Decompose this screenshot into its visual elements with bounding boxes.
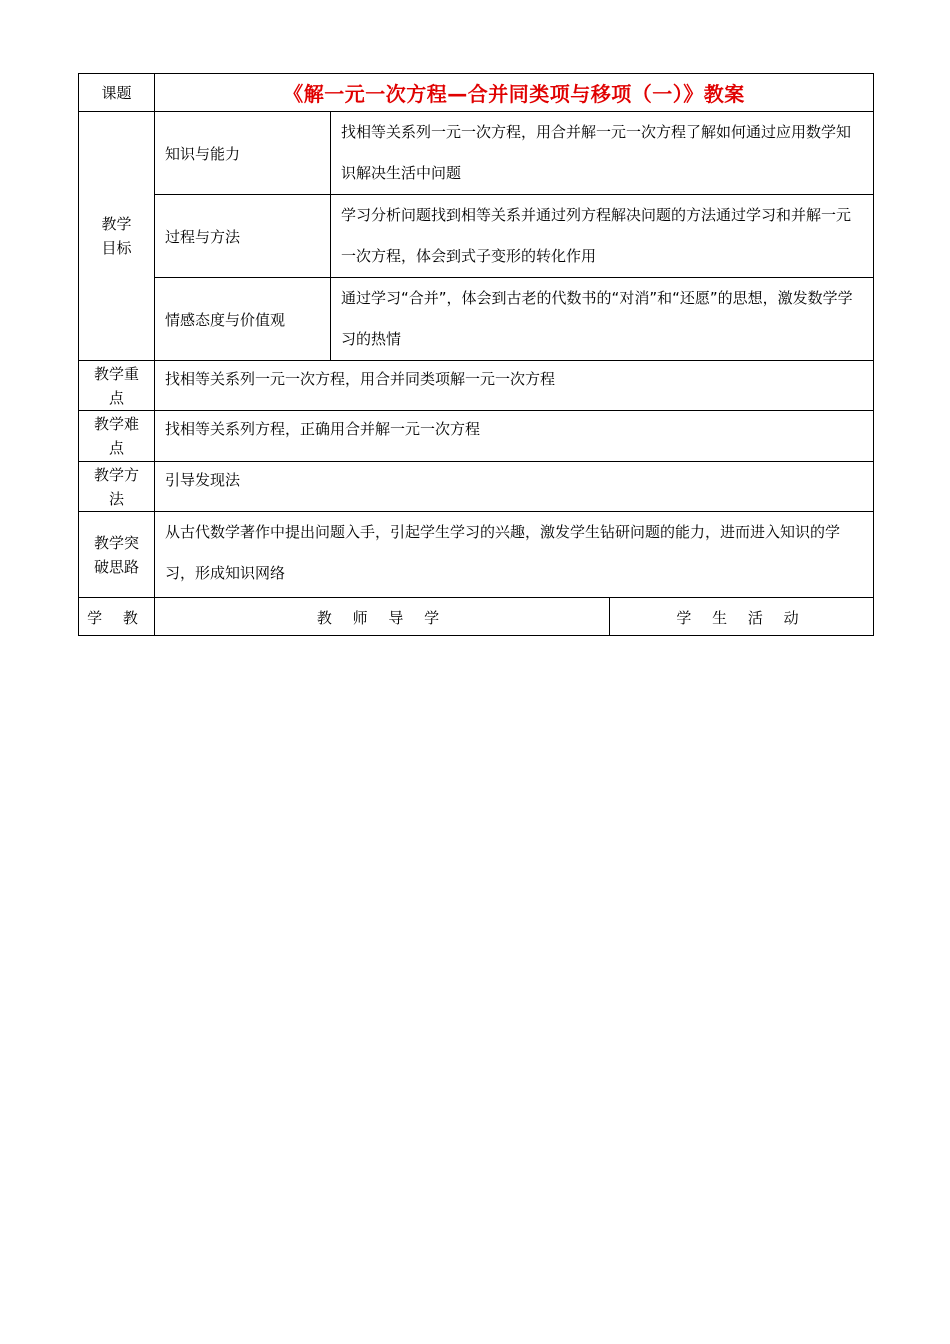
approach-row (79, 512, 874, 598)
lesson-plan-table (78, 73, 874, 636)
title-row (79, 74, 874, 112)
objectives-label (79, 112, 155, 361)
method-label-text: 教学方法 (93, 465, 139, 508)
approach-label (79, 512, 155, 598)
objective-name-process: 过程与方法 (155, 195, 331, 278)
objective-row-knowledge (79, 112, 874, 195)
key-points-label (79, 361, 155, 411)
method-row (79, 462, 874, 512)
objective-text-knowledge: 找相等关系列一元一次方程，用合并解一元一次方程了解如何通过应用数学知识解决生活中问题 (331, 112, 874, 195)
difficulties-row (79, 411, 874, 462)
key-points-row (79, 361, 874, 411)
footer-row (79, 598, 874, 636)
objective-row-process (79, 195, 874, 278)
footer-teacher-guide: 教 师 导 学 (155, 598, 610, 636)
key-points-text: 找相等关系列一元一次方程，用合并同类项解一元一次方程 (155, 361, 874, 411)
objectives-label-text: 教学目标 (101, 215, 132, 257)
objective-text-process: 学习分析问题找到相等关系并通过列方程解决问题的方法通过学习和并解一元一次方程，体会到式子变形的转化作用 (331, 195, 874, 278)
method-label (79, 462, 155, 512)
objective-name-attitude: 情感态度与价值观 (155, 278, 331, 361)
difficulties-label-text: 教学难点 (93, 415, 139, 457)
difficulties-label (79, 411, 155, 462)
approach-text: 从古代数学著作中提出问题入手，引起学生学习的兴趣，激发学生钻研问题的能力，进而进入知识的学习，形成知识网络 (155, 512, 874, 598)
objective-row-attitude (79, 278, 874, 361)
footer-study-teach: 学 教 (79, 598, 155, 636)
page-title: 《解一元一次方程—合并同类项与移项（一）》教案 (155, 74, 874, 112)
objective-text-attitude: 通过学习“合并”，体会到古老的代数书的“对消”和“还愿”的思想，激发数学学习的热情 (331, 278, 874, 361)
key-points-label-text: 教学重点 (93, 364, 139, 407)
difficulties-text: 找相等关系列方程，正确用合并解一元一次方程 (155, 411, 874, 462)
objective-name-knowledge: 知识与能力 (155, 112, 331, 195)
approach-label-text: 教学突破思路 (93, 533, 139, 576)
footer-student-activity: 学 生 活 动 (610, 598, 874, 636)
method-text: 引导发现法 (155, 462, 874, 512)
topic-label: 课题 (79, 74, 155, 112)
